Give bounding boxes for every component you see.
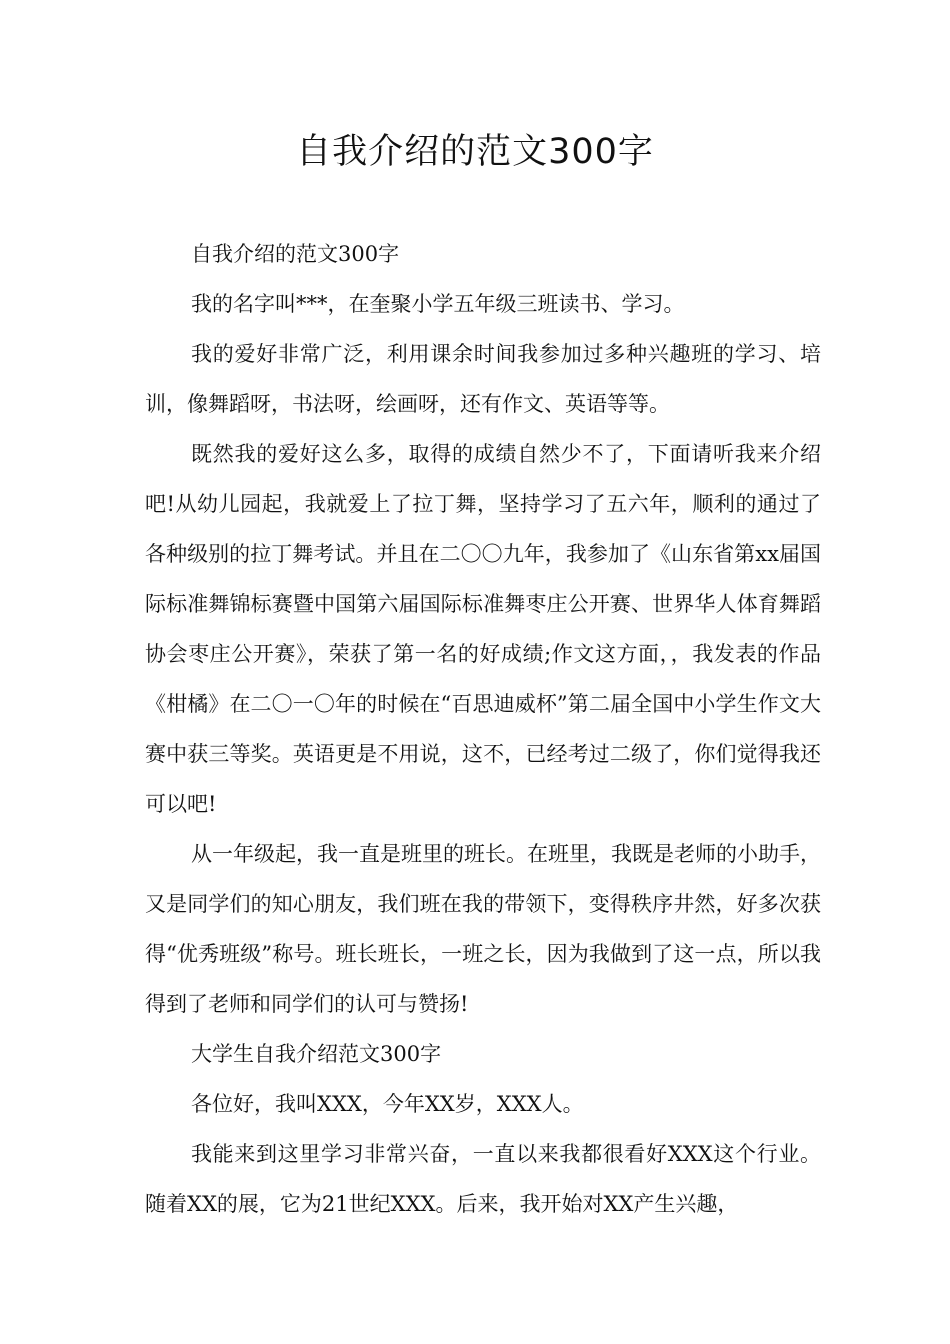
- document-title: 自我介绍的范文300字: [296, 132, 654, 172]
- paragraph-achievements: 既然我的爱好这么多，取得的成绩自然少不了，下面请听我来介绍吧!从幼儿园起，我就爱上了拉丁舞，坚持学习了五六年，顺利的通过了各种级别的拉丁舞考试。并且在二〇〇九年，我参加了《山东省第xx届国际标准舞锦标赛暨中国第六届国际标准舞枣庄公开赛、世界华人体育舞蹈协会枣庄公开赛》，荣获了第一名的好成绩;作文这方面，，我发表的作品《柑橘》在二〇一〇年的时候在“百思迪威杯”第二届全国中小学生作文大赛中获三等奖。英语更是不用说，这不，已经考过二级了，你们觉得我还可以吧!: [145, 442, 821, 816]
- paragraph-name: 我的名字叫***，在奎聚小学五年级三班读书、学习。: [191, 292, 685, 316]
- paragraph-subtitle: 自我介绍的范文300字: [191, 242, 400, 266]
- paragraph-class-monitor: 从一年级起，我一直是班里的班长。在班里，我既是老师的小助手，又是同学们的知心朋友，我们班在我的带领下，变得秩序井然，好多次获得“优秀班级”称号。班长班长，一班之长，因为我做到了这一点，所以我得到了老师和同学们的认可与赞扬!: [145, 842, 821, 1016]
- paragraph-industry-interest: 我能来到这里学习非常兴奋，一直以来我都很看好XXX这个行业。随着XX的展，它为21世纪XXX。后来，我开始对XX产生兴趣，: [145, 1142, 821, 1216]
- document-body: [145, 229, 821, 1229]
- paragraph-hobbies: 我的爱好非常广泛，利用课余时间我参加过多种兴趣班的学习、培训，像舞蹈呀，书法呀，绘画呀，还有作文、英语等等。: [145, 342, 821, 416]
- paragraph-greeting: 各位好，我叫XXX，今年XX岁，XXX人。: [191, 1092, 584, 1116]
- paragraph-section-heading: 大学生自我介绍范文300字: [191, 1042, 442, 1066]
